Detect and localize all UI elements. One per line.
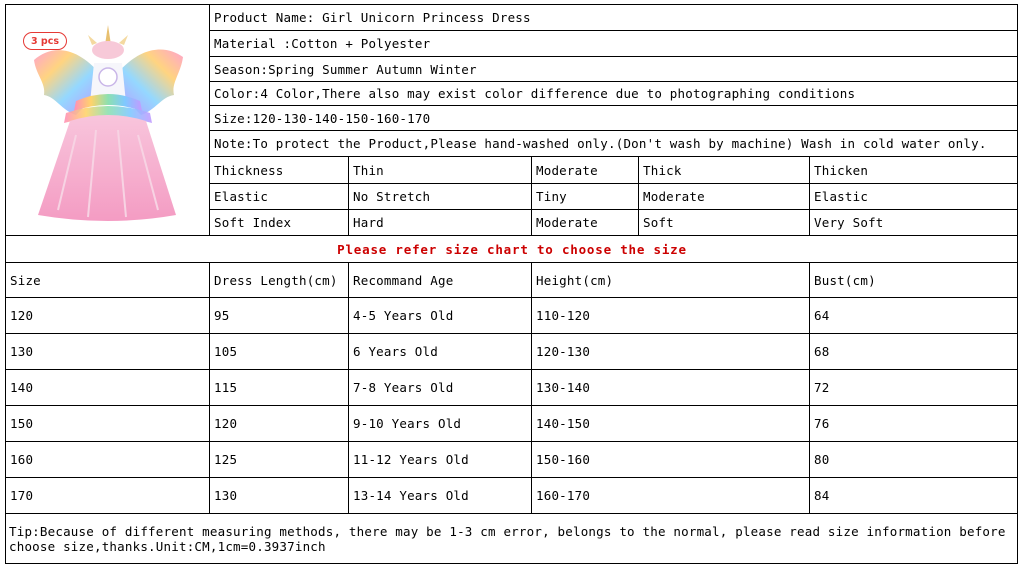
- product-season: Season:Spring Summer Autumn Winter: [209, 56, 1018, 81]
- size-cell: 170: [5, 477, 209, 513]
- size-cell: 160: [5, 441, 209, 477]
- age-cell: 11-12 Years Old: [348, 441, 531, 477]
- property-value: Thicken: [809, 156, 1018, 183]
- measurement-tip: Tip:Because of different measuring methods, there may be 1-3 cm error, belongs to the normal, please read size information before choose size,thanks.Unit:CM,1cm=0.3937inch: [9, 524, 1006, 554]
- column-header-dress-length: Dress Length(cm): [209, 262, 348, 297]
- property-value: Very Soft: [809, 209, 1018, 235]
- length-cell: 120: [209, 405, 348, 441]
- product-name: Product Name: Girl Unicorn Princess Dress: [209, 4, 1018, 30]
- product-image: [6, 5, 209, 234]
- age-cell: 7-8 Years Old: [348, 369, 531, 405]
- age-cell: 13-14 Years Old: [348, 477, 531, 513]
- age-cell: 4-5 Years Old: [348, 297, 531, 333]
- property-value: Soft: [638, 209, 809, 235]
- height-cell: 140-150: [531, 405, 809, 441]
- height-cell: 150-160: [531, 441, 809, 477]
- quantity-badge: 3 pcs: [23, 32, 67, 50]
- bust-cell: 80: [809, 441, 1018, 477]
- bust-cell: 84: [809, 477, 1018, 513]
- age-cell: 9-10 Years Old: [348, 405, 531, 441]
- age-cell: 6 Years Old: [348, 333, 531, 369]
- property-value: Elastic: [809, 183, 1018, 209]
- property-value: Moderate: [531, 156, 638, 183]
- product-note: Note:To protect the Product,Please hand-washed only.(Don't wash by machine) Wash in cold water only.: [209, 130, 1018, 156]
- height-cell: 130-140: [531, 369, 809, 405]
- headband-flowers: [92, 41, 124, 59]
- property-label-elastic: Elastic: [209, 183, 348, 209]
- tip-divider: [5, 513, 1018, 514]
- property-value: Tiny: [531, 183, 638, 209]
- length-cell: 105: [209, 333, 348, 369]
- product-color: Color:4 Color,There also may exist color difference due to photographing conditions: [209, 81, 1018, 105]
- property-value: Hard: [348, 209, 531, 235]
- size-cell: 140: [5, 369, 209, 405]
- height-cell: 120-130: [531, 333, 809, 369]
- length-cell: 125: [209, 441, 348, 477]
- size-chart-notice: Please refer size chart to choose the size: [5, 235, 1018, 262]
- size-cell: 150: [5, 405, 209, 441]
- bust-cell: 76: [809, 405, 1018, 441]
- bust-cell: 68: [809, 333, 1018, 369]
- property-value: No Stretch: [348, 183, 531, 209]
- length-cell: 130: [209, 477, 348, 513]
- property-value: Moderate: [638, 183, 809, 209]
- column-header-height: Height(cm): [531, 262, 809, 297]
- bust-cell: 64: [809, 297, 1018, 333]
- size-cell: 130: [5, 333, 209, 369]
- length-cell: 115: [209, 369, 348, 405]
- column-header-bust: Bust(cm): [809, 262, 1018, 297]
- property-label-soft-index: Soft Index: [209, 209, 348, 235]
- property-label-thickness: Thickness: [209, 156, 348, 183]
- length-cell: 95: [209, 297, 348, 333]
- property-value: Thick: [638, 156, 809, 183]
- property-value: Thin: [348, 156, 531, 183]
- column-header-age: Recommand Age: [348, 262, 531, 297]
- product-size: Size:120-130-140-150-160-170: [209, 105, 1018, 130]
- property-value: Moderate: [531, 209, 638, 235]
- height-cell: 110-120: [531, 297, 809, 333]
- column-header-size: Size: [5, 262, 209, 297]
- size-cell: 120: [5, 297, 209, 333]
- bust-cell: 72: [809, 369, 1018, 405]
- height-cell: 160-170: [531, 477, 809, 513]
- product-material: Material :Cotton + Polyester: [209, 30, 1018, 56]
